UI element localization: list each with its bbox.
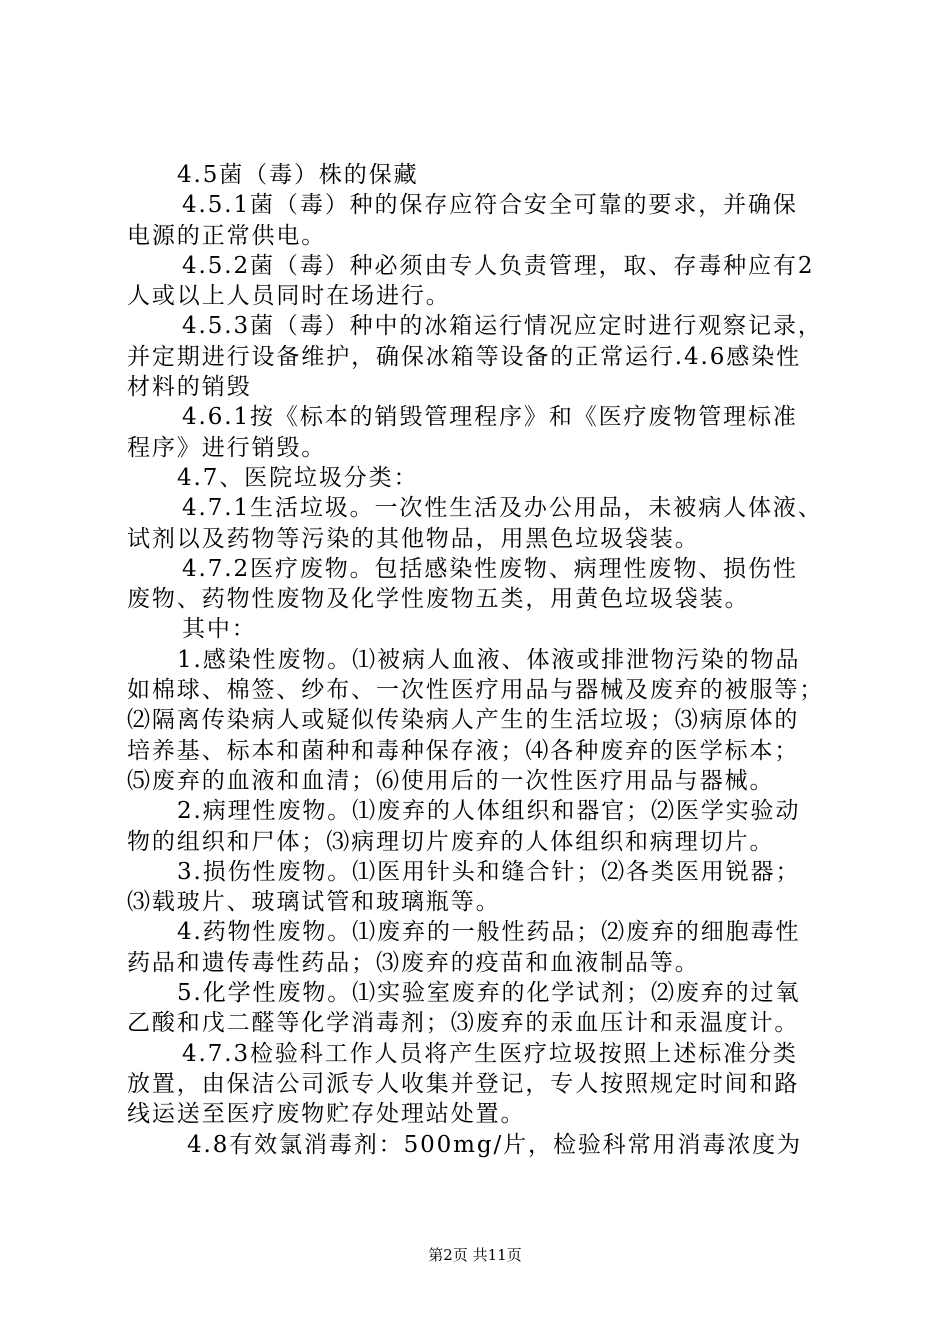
- text-line: 2.病理性废物。⑴废弃的人体组织和器官；⑵医学实验动: [177, 798, 801, 825]
- text-line: 3.损伤性废物。⑴医用针头和缝合针；⑵各类医用锐器；: [177, 858, 801, 885]
- text-line: 如棉球、棉签、纱布、一次性医疗用品与器械及废弃的被服等；: [127, 677, 825, 704]
- text-line: 培养基、标本和菌种和毒种保存液；⑷各种废弃的医学标本；: [127, 737, 800, 764]
- text-line: ⑵隔离传染病人或疑似传染病人产生的生活垃圾；⑶病原体的: [127, 707, 800, 734]
- text-line: 4.5菌（毒）株的保藏: [177, 162, 419, 188]
- text-line: 4.7.1生活垃圾。一次性生活及办公用品，未被病人体液、: [182, 495, 823, 522]
- document-body: [127, 160, 839, 1160]
- text-line: 4.7.3检验科工作人员将产生医疗垃圾按照上述标准分类: [182, 1040, 798, 1067]
- text-line: 4.8有效氯消毒剂：500mg/片，检验科常用消毒浓度为: [187, 1131, 802, 1158]
- text-line: ⑸废弃的血液和血清；⑹使用后的一次性医疗用品与器械。: [127, 767, 775, 794]
- text-line: 4.7、医院垃圾分类：: [177, 464, 419, 491]
- text-line: 电源的正常供电。: [127, 222, 327, 249]
- page-footer: 第2页 共11页: [428, 1246, 522, 1264]
- text-line: 药品和遗传毒性药品；⑶废弃的疫苗和血液制品等。: [127, 949, 700, 976]
- text-line: 4.5.1菌（毒）种的保存应符合安全可靠的要求，并确保: [182, 192, 798, 219]
- text-line: 4.7.2医疗废物。包括感染性废物、病理性废物、损伤性: [182, 555, 798, 582]
- text-line: 其中：: [182, 616, 257, 643]
- text-line: 物的组织和尸体；⑶病理切片废弃的人体组织和病理切片。: [127, 828, 775, 855]
- text-line: 放置，由保洁公司派专人收集并登记，专人按照规定时间和路: [127, 1070, 800, 1097]
- text-line: 人或以上人员同时在场进行。: [127, 283, 451, 310]
- text-line: 4.5.3菌（毒）种中的冰箱运行情况应定时进行观察记录，: [182, 313, 823, 340]
- text-line: 4.5.2菌（毒）种必须由专人负责管理，取、存毒种应有2: [182, 252, 815, 279]
- text-line: 1.感染性废物。⑴被病人血液、体液或排泄物污染的物品: [177, 646, 801, 673]
- text-line: 4.药物性废物。⑴废弃的一般性药品；⑵废弃的细胞毒性: [177, 919, 801, 946]
- text-line: 5.化学性废物。⑴实验室废弃的化学试剂；⑵废弃的过氧: [177, 980, 801, 1007]
- text-line: 材料的销毁: [127, 374, 252, 401]
- text-line: 程序》进行销毁。: [127, 434, 327, 461]
- text-line: 并定期进行设备维护，确保冰箱等设备的正常运行.4.6感染性: [127, 343, 801, 370]
- text-line: 试剂以及药物等污染的其他物品，用黑色垃圾袋装。: [127, 525, 700, 552]
- text-line: ⑶载玻片、玻璃试管和玻璃瓶等。: [127, 889, 501, 916]
- text-line: 4.6.1按《标本的销毁管理程序》和《医疗废物管理标准: [182, 404, 798, 431]
- text-line: 废物、药物性废物及化学性废物五类，用黄色垃圾袋装。: [127, 586, 750, 613]
- text-line: 线运送至医疗废物贮存处理站处置。: [127, 1101, 526, 1128]
- text-line: 乙酸和戊二醛等化学消毒剂；⑶废弃的汞血压计和汞温度计。: [127, 1010, 800, 1037]
